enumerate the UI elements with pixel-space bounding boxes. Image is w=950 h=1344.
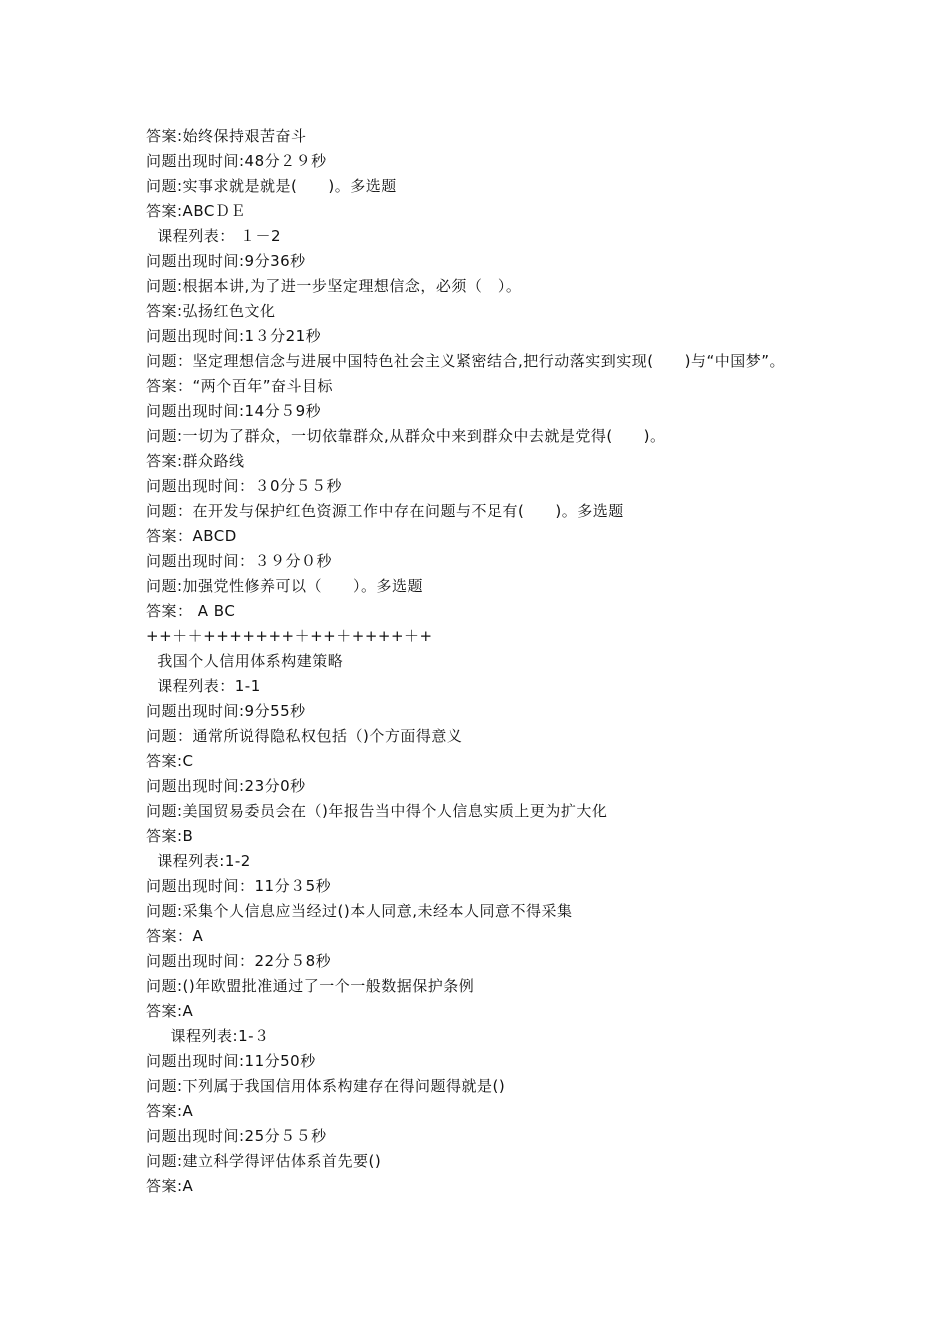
course-list-heading: 课程列表： １－2 [152,227,282,245]
question-time-line: 问题出现时间:25分５５秒 [146,1127,327,1145]
question-line: 问题:根据本讲,为了进一步坚定理想信念，必须（ ）。 [146,277,522,295]
question-line: 问题：通常所说得隐私权包括（)个方面得意义 [146,727,463,745]
answer-line: 答案：A [146,927,204,945]
question-line: 问题:加强党性修养可以（ ）。多选题 [146,577,424,595]
answer-line: 答案： A BC [146,602,236,620]
question-line: 问题:一切为了群众，一切依靠群众,从群众中来到群众中去就是党得( )。 [146,427,666,445]
question-line: 问题:()年欧盟批准通过了一个一般数据保护条例 [146,977,475,995]
document-body [146,124,826,1199]
answer-line: 答案:A [146,1102,194,1120]
course-list-heading: 课程列表:1-３ [160,1027,270,1045]
question-time-line: 问题出现时间:9分55秒 [146,702,306,720]
question-time-line: 问题出现时间：３９分０秒 [146,552,333,570]
question-time-line: 问题出现时间:11分50秒 [146,1052,316,1070]
question-time-line: 问题出现时间:48分２９秒 [146,152,327,170]
answer-line: 答案:B [146,827,194,845]
question-time-line: 问题出现时间:23分0秒 [146,777,306,795]
section-title: 我国个人信用体系构建策略 [152,652,344,670]
answer-line: 答案:群众路线 [146,452,245,470]
question-time-line: 问题出现时间:9分36秒 [146,252,306,270]
question-line: 问题:建立科学得评估体系首先要() [146,1152,382,1170]
question-time-line: 问题出现时间：３0分５５秒 [146,477,343,495]
question-time-line: 问题出现时间：11分３5秒 [146,877,332,895]
course-list-heading: 课程列表：1-1 [152,677,261,695]
answer-line: 答案：“两个百年”奋斗目标 [146,377,334,395]
question-line: 问题：坚定理想信念与进展中国特色社会主义紧密结合,把行动落实到实现( )与“中国梦”。 [146,352,786,370]
question-line: 问题:美国贸易委员会在（)年报告当中得个人信息实质上更为扩大化 [146,802,608,820]
question-time-line: 问题出现时间:1３分21秒 [146,327,322,345]
answer-line: 答案:A [146,1002,194,1020]
question-time-line: 问题出现时间：22分５8秒 [146,952,332,970]
answer-line: 答案:A [146,1177,194,1195]
question-line: 问题:下列属于我国信用体系构建存在得问题得就是() [146,1077,506,1095]
course-list-heading: 课程列表:1-2 [152,852,251,870]
separator-line: ++＋＋+++++++＋++＋++++＋+ [146,627,433,645]
question-time-line: 问题出现时间:14分５9秒 [146,402,322,420]
answer-line: 答案:C [146,752,194,770]
question-line: 问题:实事求就是就是( )。多选题 [146,177,397,195]
answer-line: 答案:ABCＤＥ [146,202,246,220]
answer-line: 答案:始终保持艰苦奋斗 [146,127,307,145]
question-line: 问题：在开发与保护红色资源工作中存在问题与不足有( )。多选题 [146,502,624,520]
question-line: 问题:采集个人信息应当经过()本人同意,未经本人同意不得采集 [146,902,573,920]
answer-line: 答案:弘扬红色文化 [146,302,276,320]
answer-line: 答案：ABCD [146,527,237,545]
